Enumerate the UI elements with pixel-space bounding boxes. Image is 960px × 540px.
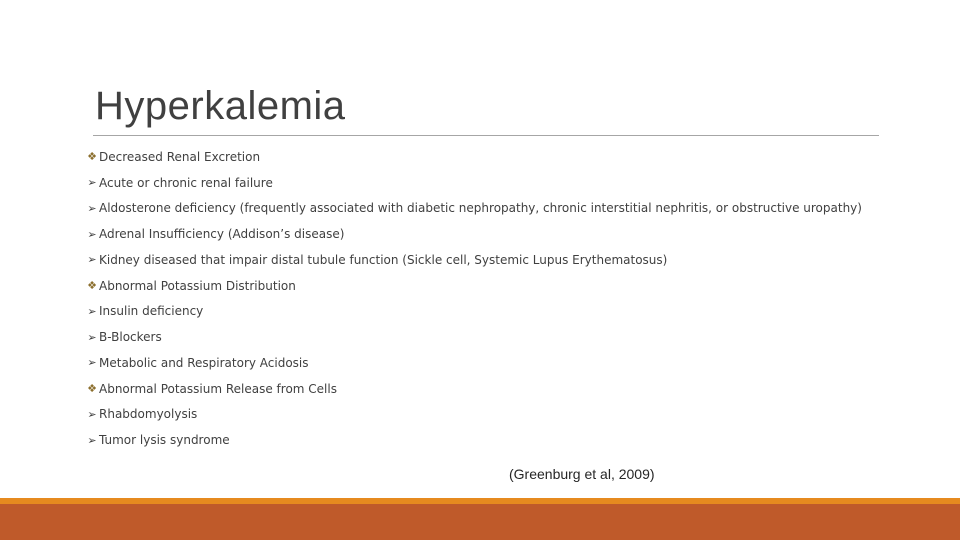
bullet-item xyxy=(86,350,886,376)
bullet-list xyxy=(86,144,886,453)
bullet-item xyxy=(86,427,886,453)
bullet-item xyxy=(86,273,886,299)
bullet-item xyxy=(86,324,886,350)
bullet-text: Metabolic and Respiratory Acidosis xyxy=(99,355,309,370)
bullet-item xyxy=(86,299,886,325)
bullet-text: Rhabdomyolysis xyxy=(99,407,198,422)
bullet-item xyxy=(86,144,886,170)
bullet-text: Abnormal Potassium Distribution xyxy=(99,278,296,293)
bullet-item xyxy=(86,221,886,247)
arrow-bullet-icon: ➢ xyxy=(87,304,97,318)
arrow-bullet-icon: ➢ xyxy=(87,330,97,344)
arrow-bullet-icon: ➢ xyxy=(87,176,97,190)
arrow-bullet-icon: ➢ xyxy=(87,433,97,447)
arrow-bullet-icon: ➢ xyxy=(87,356,97,370)
bullet-text: Acute or chronic renal failure xyxy=(99,175,273,190)
bullet-text: Adrenal Insufficiency (Addison’s disease) xyxy=(99,227,345,242)
bullet-text: Abnormal Potassium Release from Cells xyxy=(99,381,337,396)
bullet-item xyxy=(86,170,886,196)
bullet-item xyxy=(86,376,886,402)
diamond-bullet-icon: ❖ xyxy=(87,279,97,293)
bullet-item xyxy=(86,402,886,428)
bullet-text: Tumor lysis syndrome xyxy=(99,433,230,448)
title-divider xyxy=(93,135,879,136)
bullet-item xyxy=(86,247,886,273)
arrow-bullet-icon: ➢ xyxy=(87,253,97,267)
bullet-text: B-Blockers xyxy=(99,330,162,345)
arrow-bullet-icon: ➢ xyxy=(87,227,97,241)
arrow-bullet-icon: ➢ xyxy=(87,201,97,215)
diamond-bullet-icon: ❖ xyxy=(87,150,97,164)
bullet-text: Kidney diseased that impair distal tubule function (Sickle cell, Systemic Lupus Erythematosus) xyxy=(99,252,668,267)
slide-title: Hyperkalemia xyxy=(95,84,346,128)
bullet-text: Insulin deficiency xyxy=(99,304,204,319)
arrow-bullet-icon: ➢ xyxy=(87,407,97,421)
footer-band xyxy=(0,504,960,540)
bullet-item xyxy=(86,196,886,222)
bullet-text: Decreased Renal Excretion xyxy=(99,149,261,164)
bullet-text: Aldosterone deficiency (frequently associated with diabetic nephropathy, chronic interstitial nephritis, or obstructive uropathy) xyxy=(99,201,862,216)
citation: (Greenburg et al, 2009) xyxy=(509,466,655,482)
diamond-bullet-icon: ❖ xyxy=(87,382,97,396)
